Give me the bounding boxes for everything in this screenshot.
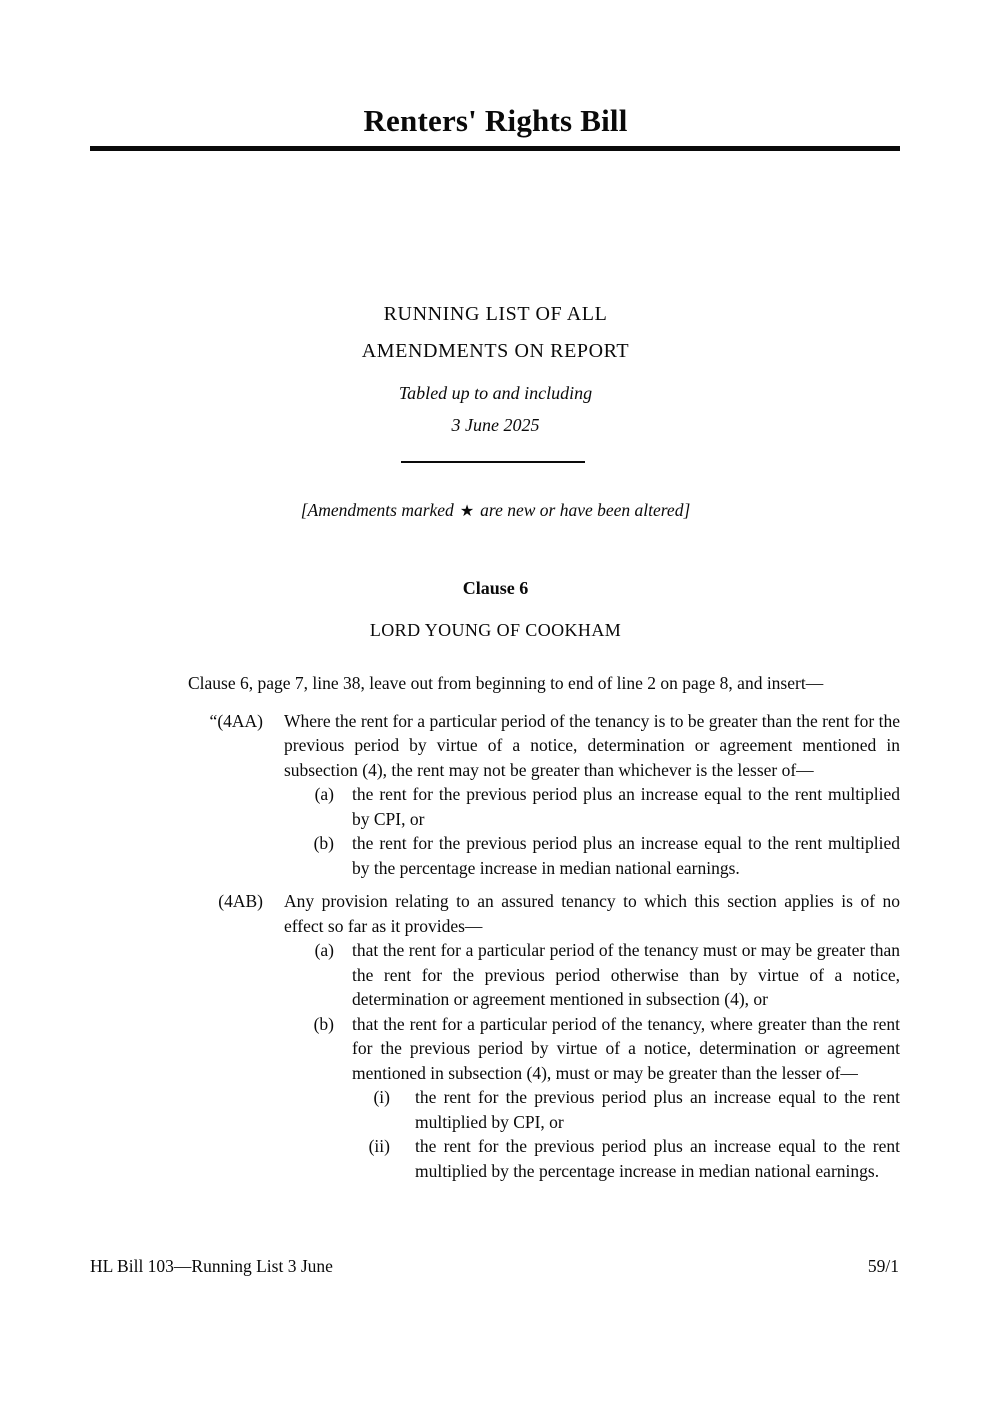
title-double-rule xyxy=(90,146,900,151)
separator-rule xyxy=(401,461,585,463)
page-footer xyxy=(90,1256,899,1277)
provision-4aa-label: “(4AA) xyxy=(209,710,263,731)
provision-4ab-b-ii-text: the rent for the previous period plus an increase equal to the rent multiplied by the percentage increase in median national earnings. xyxy=(415,1136,900,1181)
amendment-instruction: Clause 6, page 7, line 38, leave out from beginning to end of line 2 on page 8, and insert— xyxy=(188,673,824,693)
provision-4ab-a-text: that the rent for a particular period of the tenancy must or may be greater than the rent for the previous period otherwise than by virtue of a notice, determination or agreement mentioned in subsection (4), or xyxy=(352,940,900,1009)
provision-4aa-b xyxy=(90,831,900,880)
provision-4ab-b-i-label: (i) xyxy=(373,1087,390,1107)
amendment-body xyxy=(90,671,900,1183)
amendment-marker-note xyxy=(0,500,991,521)
tabled-up-to-note: Tabled up to and including xyxy=(398,383,593,403)
provision-4aa-b-text: the rent for the previous period plus an increase equal to the rent multiplied by the percentage increase in median national earnings. xyxy=(352,833,900,878)
provision-4ab xyxy=(90,889,900,938)
provision-4ab-b-label: (b) xyxy=(313,1013,334,1034)
provision-4ab-label: (4AB) xyxy=(218,891,263,911)
tabled-date: 3 June 2025 xyxy=(451,415,540,435)
mover-name: LORD YOUNG OF COOKHAM xyxy=(369,620,622,640)
provision-4aa-b-label: (b) xyxy=(313,833,334,853)
provision-4ab-b-ii xyxy=(90,1134,900,1183)
provision-4ab-b-i xyxy=(90,1085,900,1134)
footer-page-number: 59/1 xyxy=(867,1256,899,1276)
provision-4ab-b-i-text: the rent for the previous period plus an increase equal to the rent multiplied by CPI, or xyxy=(415,1087,900,1132)
running-list-heading-line2: AMENDMENTS ON REPORT xyxy=(361,340,630,362)
marker-note-text-before: [Amendments marked xyxy=(300,500,454,520)
running-list-heading-line1: RUNNING LIST OF ALL xyxy=(383,303,608,325)
provision-4ab-b xyxy=(90,1012,900,1086)
footer-bill-reference: HL Bill 103—Running List 3 June xyxy=(90,1256,333,1276)
provision-4ab-text: Any provision relating to an assured tenancy to which this section applies is of no effect so far as it provides— xyxy=(284,891,900,936)
provision-4ab-a-label: (a) xyxy=(314,940,334,960)
provision-4aa-a xyxy=(90,782,900,831)
provision-4aa-text: Where the rent for a particular period of the tenancy is to be greater than the rent for the previous period by virtue of a notice, determination or agreement mentioned in subsection (4), the rent may not be greater than whichever is the lesser of— xyxy=(284,710,900,780)
bill-title: Renters' Rights Bill xyxy=(363,103,628,138)
provision-4ab-b-ii-label: (ii) xyxy=(368,1136,390,1156)
marker-note-text-after: are new or have been altered] xyxy=(480,500,691,520)
provision-4aa-a-text: the rent for the previous period plus an increase equal to the rent multiplied by CPI, or xyxy=(352,784,900,829)
provision-4aa-a-label: (a) xyxy=(314,784,334,804)
provision-4ab-b-text: that the rent for a particular period of the tenancy, where greater than the rent for the previous period by virtue of a notice, determination or agreement mentioned in subsection (4), must or may be greater than the lesser of— xyxy=(352,1013,900,1083)
provision-4ab-a xyxy=(90,938,900,1012)
star-icon: ★ xyxy=(459,503,475,520)
clause-heading: Clause 6 xyxy=(462,578,529,598)
provision-4aa xyxy=(90,709,900,783)
